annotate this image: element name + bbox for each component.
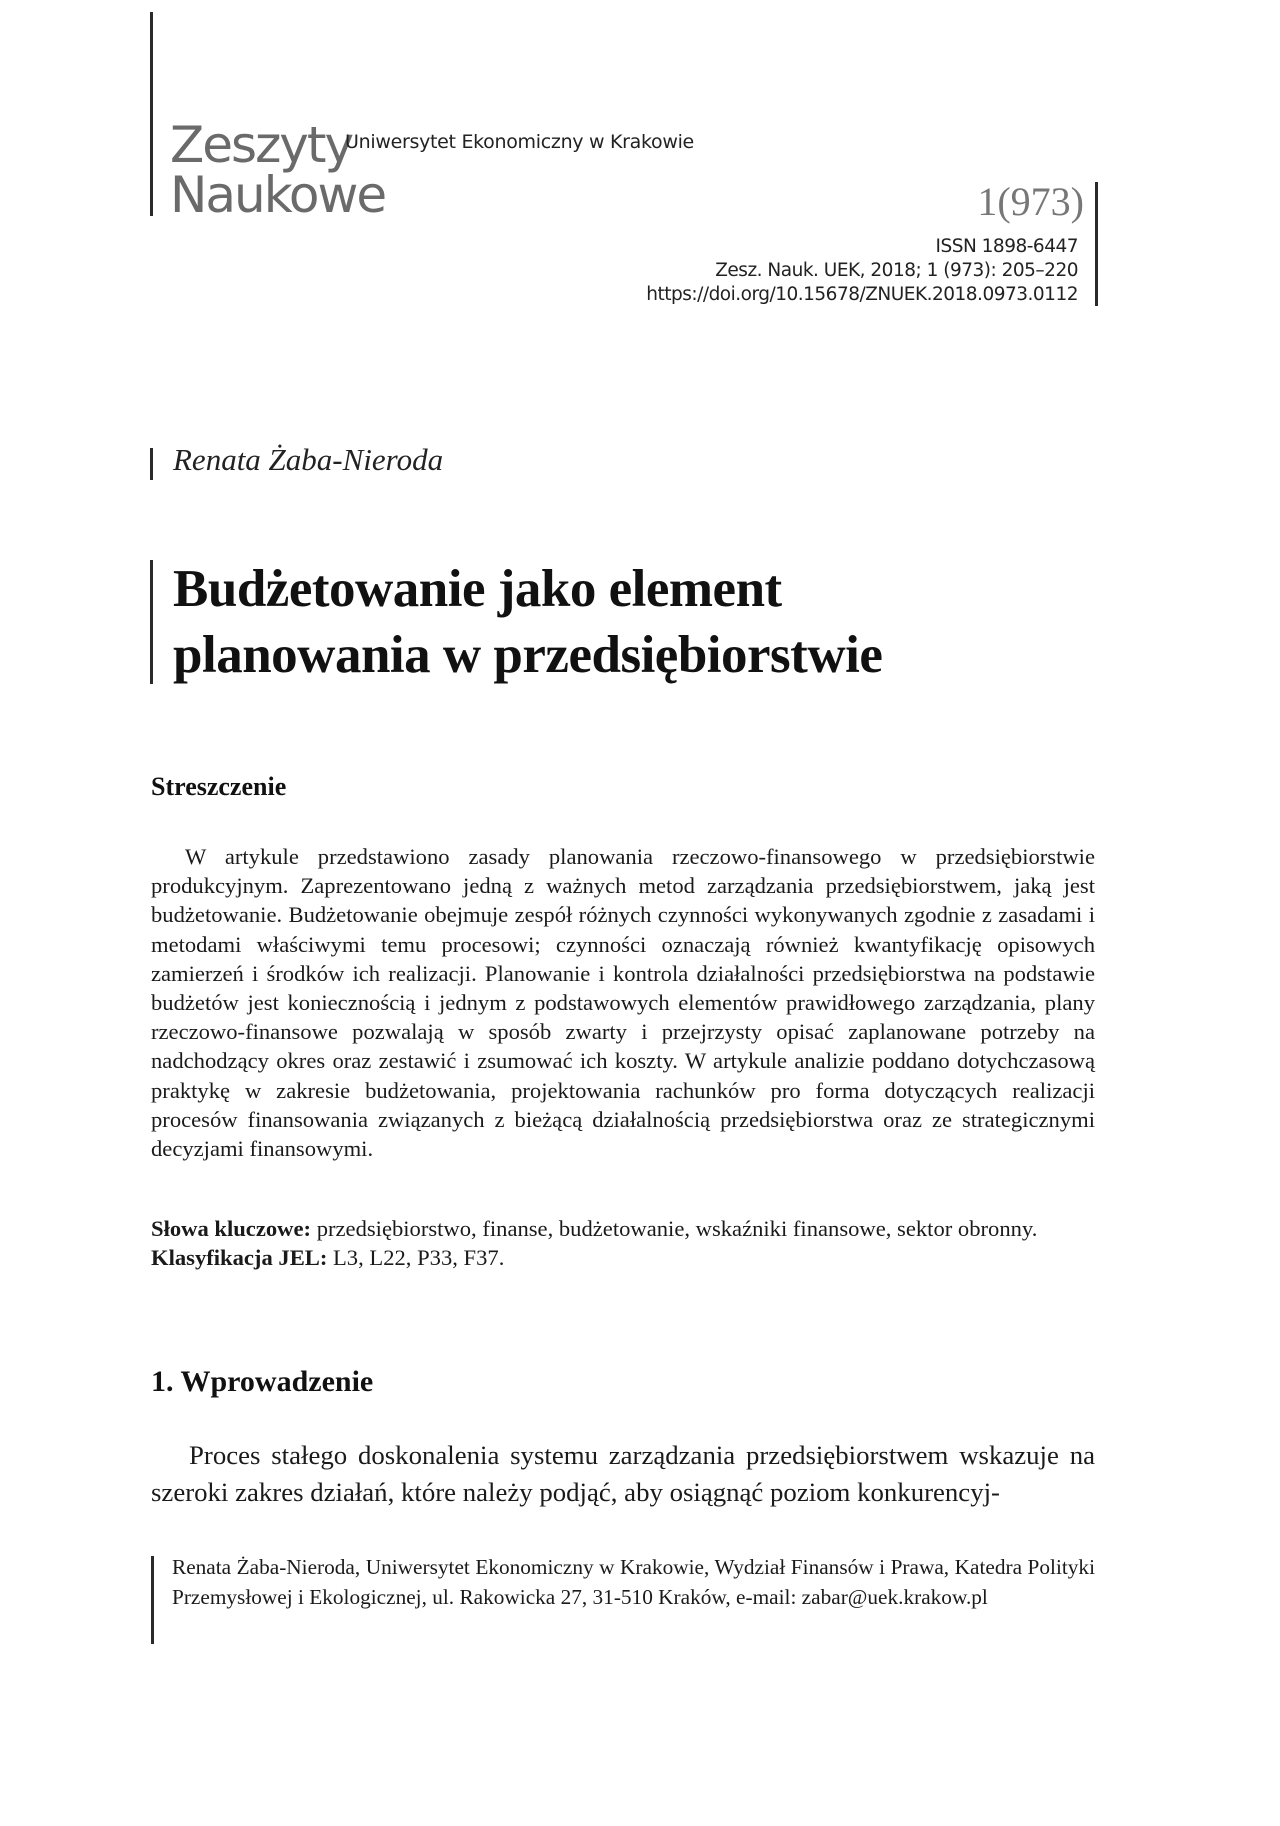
keywords-paragraph [151,1214,1095,1243]
article-author: Renata Żaba-Nieroda [173,442,444,477]
abstract-heading: Streszczenie [151,772,287,801]
masthead-right-rule [1095,182,1098,306]
doi-link[interactable]: https://doi.org/10.15678/ZNUEK.2018.0973.0112 [646,284,1078,305]
masthead-left-rule [150,12,153,216]
author-footnote [172,1553,1095,1612]
publisher-name: Uniwersytet Ekonomiczny w Krakowie [345,131,694,153]
title-line-2: planowania w przedsiębiorstwie [173,626,883,684]
section-heading: 1. Wprowadzenie [151,1365,374,1398]
footnote-text: Renata Żaba-Nieroda, Uniwersytet Ekonomiczny w Krakowie, Wydział Finansów i Prawa, Katedra Polityki Przemysłowej i Ekologicznej, ul. Rakowicka 27, 31-510 Kraków, e-mail: zabar@uek.krakow.pl [172,1555,1095,1609]
abstract-text: W artykule przedstawiono zasady planowania rzeczowo-finansowego w przedsiębiorstwie produkcyjnym. Zaprezentowano jedną z ważnych metod zarządzania przedsiębiorstwem, jaką jest budżetowanie. Budżetowanie obejmuje zespół różnych czynności wykonywanych zgodnie z zasadami i metodami właściwymi temu procesowi; czynności oznaczają również kwantyfikację opisowych zamierzeń i środków ich realizacji. Planowanie i kontrola działalności przedsiębiorstwa na podstawie budżetów jest koniecznością i jednym z podstawowych elementów prawidłowego zarządzania, plany rzeczowo-finansowe pozwalają w sposób zwarty i przejrzysty opisać zaplanowane potrzeby na nadchodzący okres oraz zestawić i zsumować ich koszty. W artykule analizie poddano dotychczasową praktykę w zakresie budżetowania, projektowania rachunków pro forma dotyczących realizacji procesów finansowania związanych z bieżącą działalnością przedsiębiorstwa oraz ze strategicznymi decyzjami finansowymi. [151,844,1095,1162]
keywords-label: Słowa kluczowe: [151,1216,312,1241]
publication-meta [646,235,1078,307]
section-body [151,1437,1095,1511]
title-rule [150,560,153,684]
section-paragraph: Proces stałego doskonalenia systemu zarządzania przedsiębiorstwem wskazuje na szeroki zakres działań, które należy podjąć, aby osiągnąć poziom konkurencyj- [151,1440,1095,1507]
journal-brand-line2: Naukowe [170,166,386,224]
abstract-body [151,842,1095,1163]
issn: ISSN 1898-6447 [935,236,1078,257]
footnote-rule [151,1556,154,1644]
article-title [173,556,1103,688]
issue-number: 1(973) [977,179,1084,224]
keywords-value: przedsiębiorstwo, finanse, budżetowanie, wskaźniki finansowe, sektor obronny. [311,1216,1038,1241]
jel-paragraph [151,1243,1095,1272]
author-rule [150,448,153,480]
jel-label: Klasyfikacja JEL: [151,1245,328,1271]
citation: Zesz. Nauk. UEK, 2018; 1 (973): 205–220 [715,260,1078,281]
journal-brand-line1: Zeszyty [170,116,353,174]
keywords-block [151,1214,1095,1272]
jel-value: L3, L22, P33, F37. [327,1245,505,1271]
title-line-1: Budżetowanie jako element [173,560,782,618]
